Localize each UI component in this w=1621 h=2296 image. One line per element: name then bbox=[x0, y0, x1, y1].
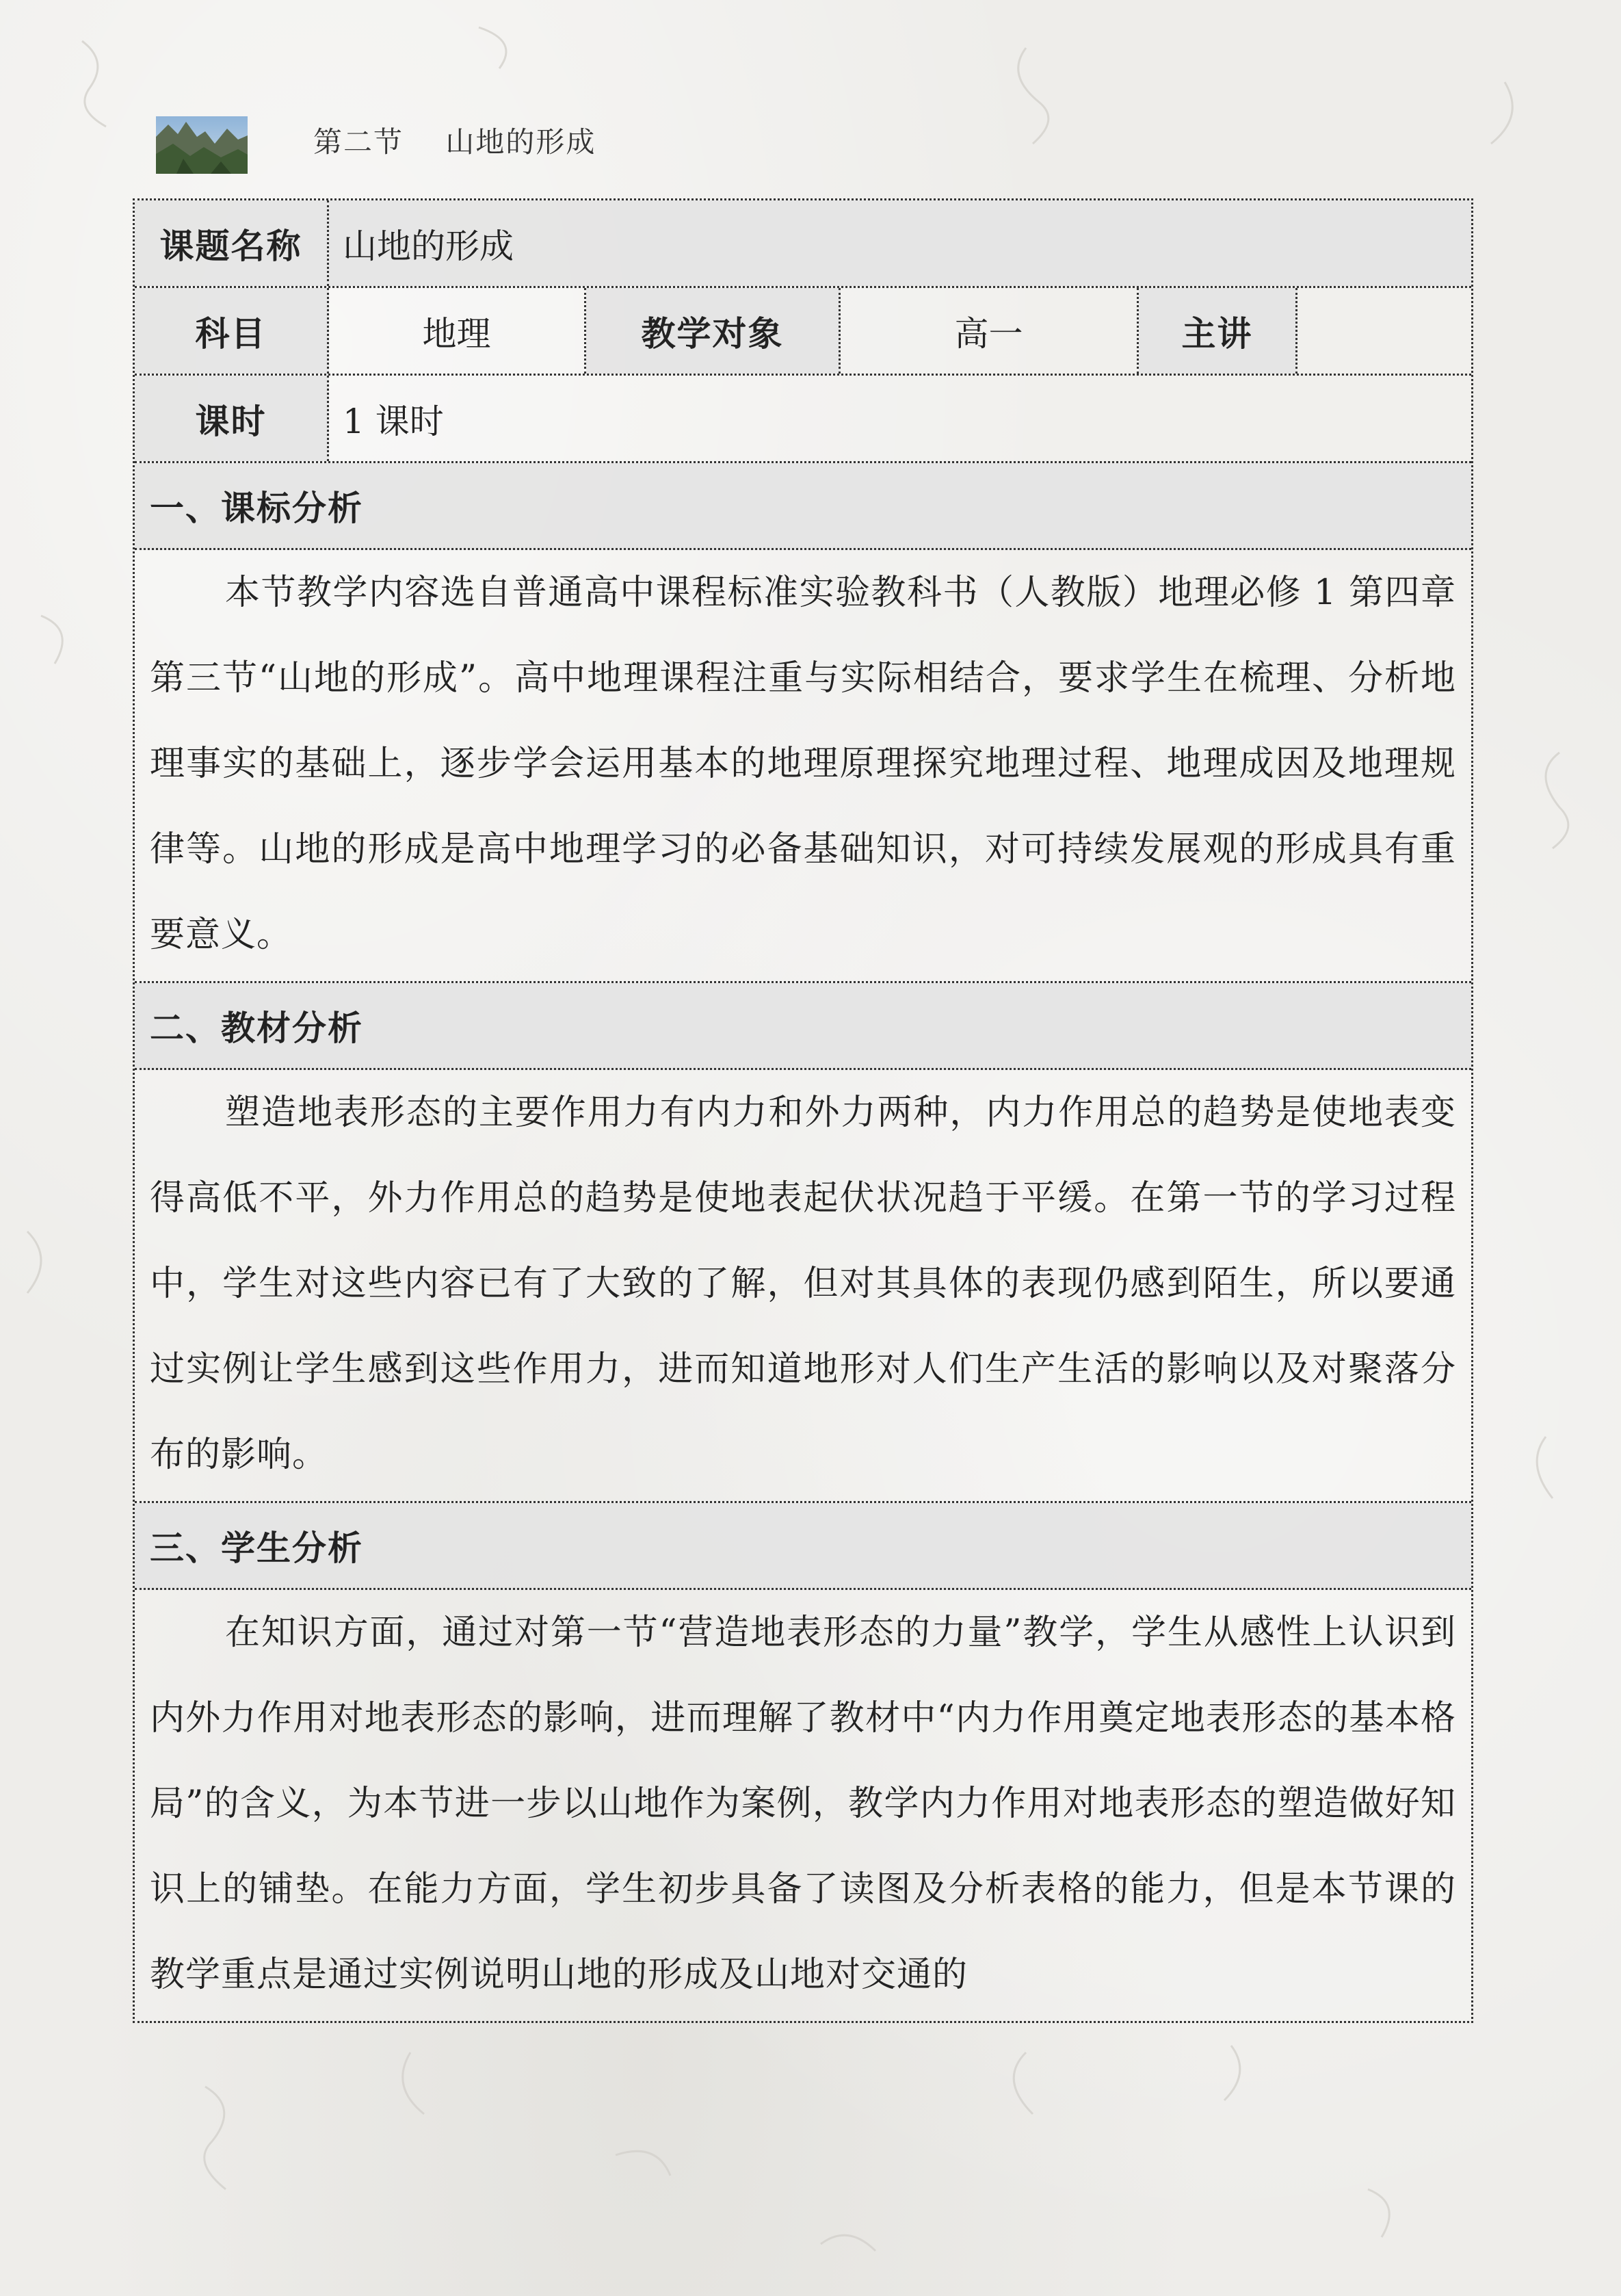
audience-value: 高一 bbox=[841, 288, 1139, 374]
section-heading-row bbox=[135, 1503, 1471, 1590]
lesson-plan-table bbox=[133, 198, 1473, 2023]
section-text-textbook: 塑造地表形态的主要作用力有内力和外力两种，内力作用总的趋势是使地表变得高低不平，外力作用总的趋势是使地表起伏状况趋于平缓。在第一节的学习过程中，学生对这些内容已有了大致的了解，但对其具体的表现仍感到陌生，所以要通过实例让学生感到这些作用力，进而知道地形对人们生产生活的影响以及对聚落分布的影响。 bbox=[150, 1093, 1456, 1475]
topic-row bbox=[135, 200, 1471, 288]
header-title: 第二节 山地的形成 bbox=[313, 125, 596, 159]
subject-row bbox=[135, 288, 1471, 376]
section-heading-textbook: 二、教材分析 bbox=[150, 1008, 363, 1048]
lecturer-label: 主讲 bbox=[1139, 288, 1297, 374]
subject-label: 科目 bbox=[135, 288, 329, 374]
section-heading-students: 三、学生分析 bbox=[150, 1528, 363, 1568]
hours-label: 课时 bbox=[135, 376, 329, 461]
page-header bbox=[156, 116, 1455, 174]
section-body-row bbox=[135, 1070, 1471, 1503]
section-text-students: 在知识方面，通过对第一节“营造地表形态的力量”教学，学生从感性上认识到内外力作用对地表形态的影响，进而理解了教材中“内力作用奠定地表形态的基本格局”的含义，为本节进一步以山地作为案例，教学内力作用对地表形态的塑造做好知识上的铺垫。在能力方面，学生初步具备了读图及分析表格的能力，但是本节课的教学重点是通过实例说明山地的形成及山地对交通的 bbox=[150, 1613, 1456, 1995]
section-heading-row bbox=[135, 463, 1471, 550]
lecturer-value bbox=[1297, 288, 1471, 374]
section-text-curriculum: 本节教学内容选自普通高中课程标准实验教科书（人教版）地理必修 1 第四章第三节“山地的形成”。高中地理课程注重与实际相结合，要求学生在梳理、分析地理事实的基础上，逐步学会运用基本的地理原理探究地理过程、地理成因及地理规律等。山地的形成是高中地理学习的必备基础知识，对可持续发展观的形成具有重要意义。 bbox=[150, 573, 1456, 955]
subject-value: 地理 bbox=[329, 288, 586, 374]
section-body-row bbox=[135, 550, 1471, 983]
topic-label: 课题名称 bbox=[135, 200, 329, 286]
section-heading-row bbox=[135, 983, 1471, 1070]
mountain-photo-thumbnail bbox=[156, 116, 248, 174]
section-body-row bbox=[135, 1590, 1471, 2021]
topic-value: 山地的形成 bbox=[329, 200, 1471, 286]
hours-value: 1 课时 bbox=[329, 376, 1471, 461]
section-heading-curriculum: 一、课标分析 bbox=[150, 488, 363, 528]
audience-label: 教学对象 bbox=[586, 288, 841, 374]
hours-row bbox=[135, 376, 1471, 463]
